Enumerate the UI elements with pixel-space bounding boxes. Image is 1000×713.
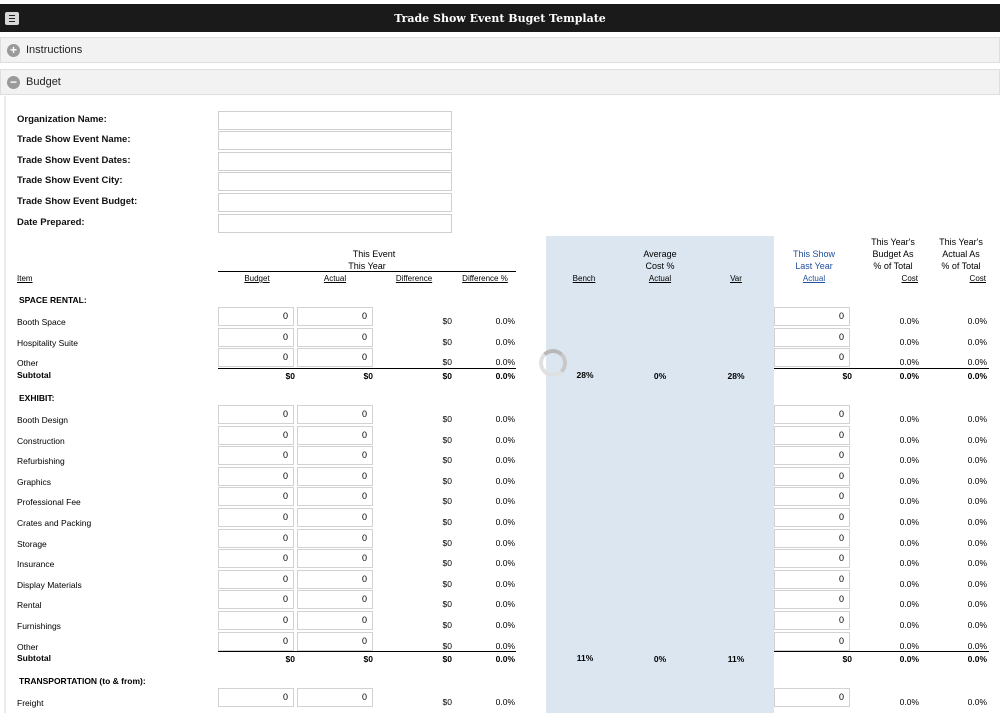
budget-input[interactable]: 0 [218, 328, 294, 347]
col-header-budpct-3: % of Total [873, 261, 913, 271]
col-header-bench: Bench [572, 274, 596, 283]
budget-pct-value: 0.0% [899, 337, 919, 347]
actual-pct-value: 0.0% [967, 455, 987, 465]
subtotal-bench: 28% [576, 370, 594, 380]
last-year-input[interactable]: 0 [774, 467, 850, 486]
last-year-input[interactable]: 0 [774, 688, 850, 707]
actual-input[interactable]: 0 [297, 405, 373, 424]
budget-input[interactable]: 0 [218, 487, 294, 506]
subtotal-budget: $0 [285, 654, 295, 664]
col-header-cost-pct: Cost % [645, 261, 675, 271]
last-year-input[interactable]: 0 [774, 328, 850, 347]
difference-pct-value: 0.0% [495, 558, 515, 568]
col-header-avg-actual: Actual [648, 274, 672, 283]
actual-input[interactable]: 0 [297, 307, 373, 326]
last-year-input[interactable]: 0 [774, 405, 850, 424]
budget-input[interactable]: 0 [218, 570, 294, 589]
item-label: Hospitality Suite [17, 338, 78, 348]
subtotal-actual-pct: 0.0% [967, 371, 987, 381]
instructions-section-toggle[interactable] [0, 37, 1000, 63]
budget-pct-value: 0.0% [899, 414, 919, 424]
difference-pct-value: 0.0% [495, 496, 515, 506]
budget-input[interactable]: 0 [218, 426, 294, 445]
form-label: Trade Show Event Budget: [17, 196, 138, 207]
actual-input[interactable]: 0 [297, 508, 373, 527]
difference-value: $0 [442, 558, 452, 568]
budget-input[interactable]: 0 [218, 590, 294, 609]
actual-pct-value: 0.0% [967, 620, 987, 630]
item-label: Insurance [17, 559, 55, 569]
actual-pct-value: 0.0% [967, 414, 987, 424]
form-input[interactable] [218, 111, 452, 130]
subtotal-last-year: $0 [842, 371, 852, 381]
last-year-input[interactable]: 0 [774, 529, 850, 548]
actual-pct-value: 0.0% [967, 435, 987, 445]
subtotal-budget: $0 [285, 371, 295, 381]
item-label: Construction [17, 436, 65, 446]
difference-pct-value: 0.0% [495, 476, 515, 486]
col-header-budget: Budget [244, 274, 270, 283]
budget-input[interactable]: 0 [218, 348, 294, 367]
actual-pct-value: 0.0% [967, 517, 987, 527]
subtotal-label: Subtotal [17, 653, 51, 663]
this-year-rule [218, 271, 516, 272]
last-year-input[interactable]: 0 [774, 446, 850, 465]
item-label: Refurbishing [17, 456, 65, 466]
subtotal-label: Subtotal [17, 370, 51, 380]
form-input[interactable] [218, 131, 452, 150]
difference-pct-value: 0.0% [495, 435, 515, 445]
subtotal-actual-pct: 0.0% [967, 654, 987, 664]
col-header-budpct-2: Budget As [872, 249, 914, 259]
subtotal-actual: $0 [363, 371, 373, 381]
section-title: EXHIBIT: [19, 393, 55, 403]
budget-pct-value: 0.0% [899, 435, 919, 445]
subtotal-rule [218, 368, 516, 369]
difference-pct-value: 0.0% [495, 599, 515, 609]
difference-value: $0 [442, 455, 452, 465]
budget-input[interactable]: 0 [218, 307, 294, 326]
budget-pct-value: 0.0% [899, 517, 919, 527]
form-label: Date Prepared: [17, 217, 85, 228]
col-header-actpct-4: Cost [969, 274, 986, 283]
subtotal-var: 11% [727, 654, 745, 664]
actual-pct-value: 0.0% [967, 558, 987, 568]
last-year-input[interactable]: 0 [774, 632, 850, 651]
budget-pct-value: 0.0% [899, 496, 919, 506]
difference-pct-value: 0.0% [495, 517, 515, 527]
subtotal-difference-pct: 0.0% [495, 654, 515, 664]
actual-input[interactable]: 0 [297, 487, 373, 506]
actual-pct-value: 0.0% [967, 599, 987, 609]
col-header-var: Var [730, 274, 742, 283]
budget-label: Budget [26, 76, 61, 88]
subtotal-last-year: $0 [842, 654, 852, 664]
subtotal-difference-pct: 0.0% [495, 371, 515, 381]
budget-pct-value: 0.0% [899, 697, 919, 707]
col-header-actpct-3: % of Total [941, 261, 981, 271]
budget-pct-value: 0.0% [899, 538, 919, 548]
subtotal-budget-pct: 0.0% [899, 371, 919, 381]
actual-pct-value: 0.0% [967, 697, 987, 707]
difference-pct-value: 0.0% [495, 641, 515, 651]
difference-pct-value: 0.0% [495, 579, 515, 589]
last-year-input[interactable]: 0 [774, 590, 850, 609]
actual-input[interactable]: 0 [297, 688, 373, 707]
col-header-difference-pct: Difference % [462, 274, 508, 283]
col-header-actual: Actual [323, 274, 347, 283]
actual-pct-value: 0.0% [967, 337, 987, 347]
budget-input[interactable]: 0 [218, 508, 294, 527]
actual-pct-value: 0.0% [967, 579, 987, 589]
last-year-input[interactable]: 0 [774, 570, 850, 589]
last-year-input[interactable]: 0 [774, 508, 850, 527]
budget-pct-value: 0.0% [899, 455, 919, 465]
difference-value: $0 [442, 414, 452, 424]
difference-pct-value: 0.0% [495, 414, 515, 424]
difference-pct-value: 0.0% [495, 337, 515, 347]
col-header-actpct-2: Actual As [942, 249, 980, 259]
budget-input[interactable]: 0 [218, 529, 294, 548]
actual-input[interactable]: 0 [297, 328, 373, 347]
difference-value: $0 [442, 641, 452, 651]
form-input[interactable] [218, 214, 452, 233]
actual-pct-value: 0.0% [967, 641, 987, 651]
actual-pct-value: 0.0% [967, 476, 987, 486]
difference-pct-value: 0.0% [495, 620, 515, 630]
item-label: Display Materials [17, 580, 82, 590]
app-title: Trade Show Event Buget Template [394, 12, 606, 25]
subtotal-rule [774, 651, 989, 652]
expand-plus-icon: + [7, 44, 20, 57]
last-year-input[interactable]: 0 [774, 549, 850, 568]
budget-input[interactable]: 0 [218, 632, 294, 651]
actual-pct-value: 0.0% [967, 316, 987, 326]
actual-input[interactable]: 0 [297, 549, 373, 568]
item-label: Booth Design [17, 415, 69, 425]
budget-pct-value: 0.0% [899, 476, 919, 486]
budget-pct-value: 0.0% [899, 620, 919, 630]
col-header-actpct-1: This Year's [939, 237, 983, 247]
difference-value: $0 [442, 435, 452, 445]
difference-value: $0 [442, 697, 452, 707]
subtotal-actual: $0 [363, 654, 373, 664]
budget-input[interactable]: 0 [218, 688, 294, 707]
benchmark-band [546, 236, 774, 713]
actual-input[interactable]: 0 [297, 467, 373, 486]
form-input[interactable] [218, 172, 452, 191]
subtotal-rule [218, 651, 516, 652]
last-year-input[interactable]: 0 [774, 611, 850, 630]
item-label: Other [17, 358, 39, 368]
subtotal-difference: $0 [442, 371, 452, 381]
budget-pct-value: 0.0% [899, 316, 919, 326]
difference-pct-value: 0.0% [495, 455, 515, 465]
last-year-input[interactable]: 0 [774, 307, 850, 326]
difference-value: $0 [442, 476, 452, 486]
difference-value: $0 [442, 496, 452, 506]
item-label: Other [17, 642, 39, 652]
actual-pct-value: 0.0% [967, 538, 987, 548]
item-label: Crates and Packing [17, 518, 92, 528]
difference-pct-value: 0.0% [495, 538, 515, 548]
col-header-budpct-1: This Year's [871, 237, 915, 247]
col-header-last-year: Last Year [795, 261, 833, 271]
col-header-last-actual: Actual [802, 274, 826, 283]
form-input[interactable] [218, 193, 452, 212]
actual-input[interactable]: 0 [297, 529, 373, 548]
subtotal-avg-actual: 0% [653, 371, 667, 381]
subtotal-budget-pct: 0.0% [899, 654, 919, 664]
budget-section-toggle[interactable] [0, 69, 1000, 95]
subtotal-avg-actual: 0% [653, 654, 667, 664]
budget-input[interactable]: 0 [218, 611, 294, 630]
budget-pct-value: 0.0% [899, 357, 919, 367]
item-label: Furnishings [17, 621, 61, 631]
item-label: Freight [17, 698, 44, 708]
difference-value: $0 [442, 538, 452, 548]
budget-input[interactable]: 0 [218, 446, 294, 465]
col-header-average: Average [643, 249, 677, 259]
panel-border [4, 96, 6, 713]
item-label: Rental [17, 600, 42, 610]
budget-pct-value: 0.0% [899, 599, 919, 609]
col-header-this-event: This Event [352, 249, 396, 259]
difference-value: $0 [442, 620, 452, 630]
app-header [0, 4, 1000, 32]
difference-value: $0 [442, 357, 452, 367]
col-header-budpct-4: Cost [901, 274, 918, 283]
item-label: Professional Fee [17, 497, 81, 507]
actual-input[interactable]: 0 [297, 632, 373, 651]
difference-pct-value: 0.0% [495, 697, 515, 707]
difference-pct-value: 0.0% [495, 357, 515, 367]
form-label: Trade Show Event Name: [17, 134, 131, 145]
actual-input[interactable]: 0 [297, 348, 373, 367]
difference-value: $0 [442, 337, 452, 347]
subtotal-rule [774, 368, 989, 369]
budget-input[interactable]: 0 [218, 467, 294, 486]
actual-input[interactable]: 0 [297, 590, 373, 609]
budget-pct-value: 0.0% [899, 641, 919, 651]
item-label: Graphics [17, 477, 52, 487]
item-label: Storage [17, 539, 47, 549]
form-label: Trade Show Event City: [17, 175, 123, 186]
form-label: Organization Name: [17, 114, 107, 125]
section-title: TRANSPORTATION (to & from): [19, 676, 146, 686]
instructions-label: Instructions [26, 44, 83, 56]
col-header-this-year: This Year [348, 261, 386, 271]
form-label: Trade Show Event Dates: [17, 155, 131, 166]
budget-input[interactable]: 0 [218, 405, 294, 424]
difference-value: $0 [442, 316, 452, 326]
budget-pct-value: 0.0% [899, 558, 919, 568]
section-title: SPACE RENTAL: [19, 295, 87, 305]
last-year-input[interactable]: 0 [774, 487, 850, 506]
subtotal-difference: $0 [442, 654, 452, 664]
col-header-difference: Difference [395, 274, 433, 283]
last-year-input[interactable]: 0 [774, 348, 850, 367]
col-header-item: Item [17, 274, 33, 283]
item-label: Booth Space [17, 317, 66, 327]
actual-pct-value: 0.0% [967, 496, 987, 506]
actual-input[interactable]: 0 [297, 446, 373, 465]
difference-value: $0 [442, 599, 452, 609]
actual-pct-value: 0.0% [967, 357, 987, 367]
collapse-minus-icon: − [7, 76, 20, 89]
subtotal-var: 28% [727, 371, 745, 381]
budget-pct-value: 0.0% [899, 579, 919, 589]
subtotal-bench: 11% [576, 653, 594, 663]
loading-spinner-icon [539, 349, 567, 377]
actual-input[interactable]: 0 [297, 570, 373, 589]
form-input[interactable] [218, 152, 452, 171]
col-header-this-show: This Show [792, 249, 836, 259]
difference-value: $0 [442, 579, 452, 589]
difference-value: $0 [442, 517, 452, 527]
actual-input[interactable]: 0 [297, 611, 373, 630]
budget-input[interactable]: 0 [218, 549, 294, 568]
last-year-input[interactable]: 0 [774, 426, 850, 445]
difference-pct-value: 0.0% [495, 316, 515, 326]
actual-input[interactable]: 0 [297, 426, 373, 445]
